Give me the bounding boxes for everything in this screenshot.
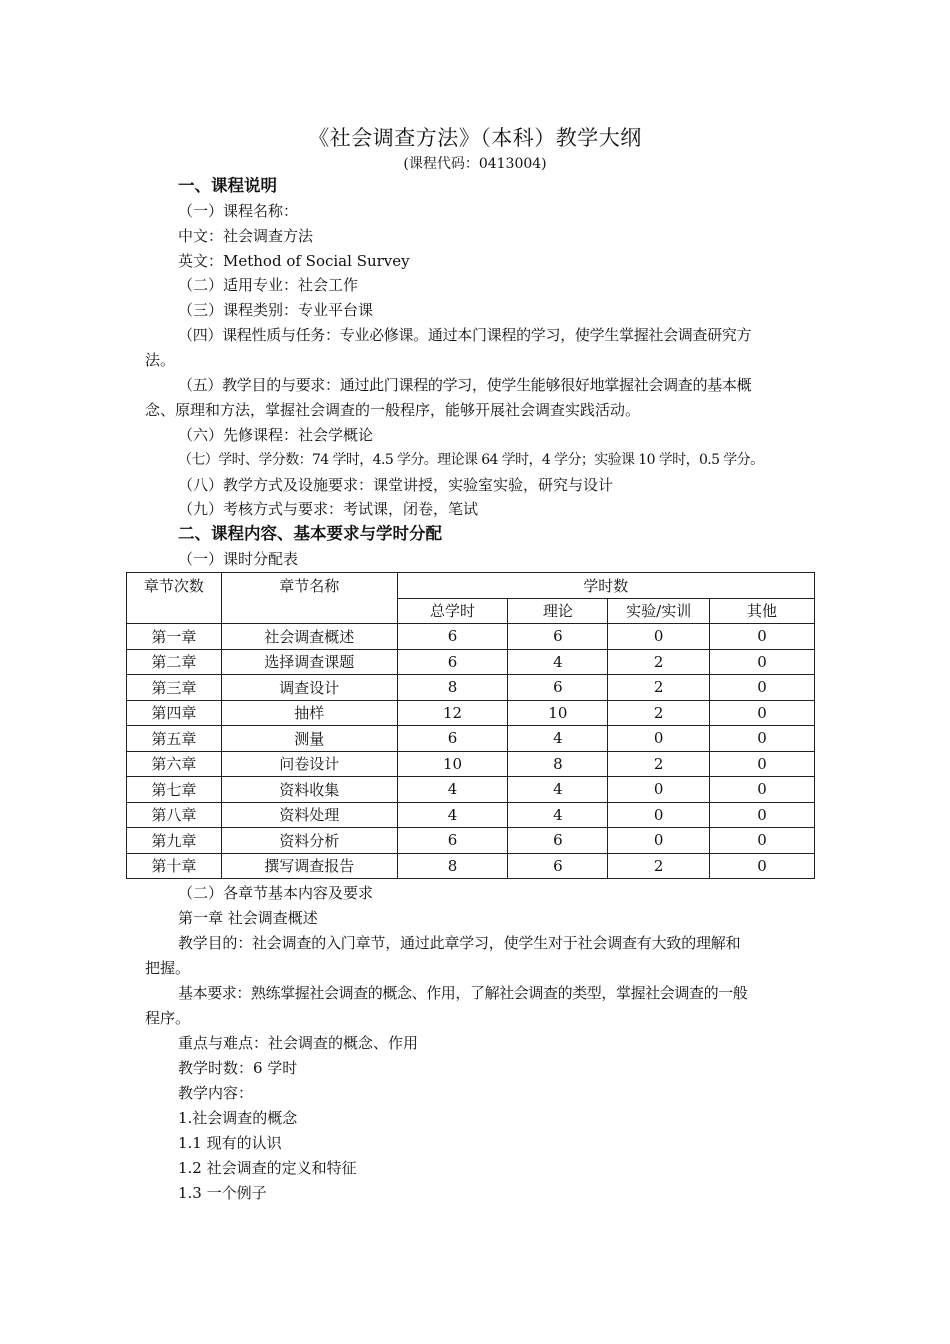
cell-chapter: 第八章 (127, 802, 222, 828)
cell-theory: 4 (508, 802, 608, 828)
cell-total: 4 (397, 777, 508, 803)
cell-total: 6 (397, 828, 508, 854)
table-row (127, 700, 815, 726)
chapter1-requirement-line2: 程序。 (145, 1009, 191, 1027)
teaching-method: （八）教学方式及设施要求：课堂讲授，实验室实验，研究与设计 (178, 476, 614, 494)
chapter1-hours: 教学时数：6 学时 (178, 1059, 298, 1077)
cell-chapter: 第五章 (127, 726, 222, 752)
cell-theory: 6 (508, 675, 608, 701)
course-category: （三）课程类别：专业平台课 (178, 301, 374, 319)
cell-lab: 0 (608, 802, 710, 828)
table-row (127, 777, 815, 803)
cell-name: 资料分析 (221, 828, 397, 854)
cell-total: 12 (397, 700, 508, 726)
cell-name: 测量 (221, 726, 397, 752)
table-row (127, 853, 815, 879)
chapter1-item: 1.2 社会调查的定义和特征 (178, 1159, 357, 1177)
credit-hours: （七）学时、学分数：74 学时，4.5 学分。理论课 64 学时，4 学分；实验课 10 学时，0.5 学分。 (178, 452, 764, 468)
cell-lab: 2 (608, 675, 710, 701)
document-title: 《社会调查方法》（本科）教学大纲 (308, 126, 642, 150)
table-row (127, 751, 815, 777)
cell-other: 0 (710, 853, 815, 879)
hour-table-label: （一）课时分配表 (178, 550, 299, 568)
cell-theory: 6 (508, 828, 608, 854)
course-goal-line2: 念、原理和方法，掌握社会调查的一般程序，能够开展社会调查实践活动。 (145, 401, 641, 419)
table-row (127, 624, 815, 650)
cell-theory: 4 (508, 649, 608, 675)
chapter1-item: 1.社会调查的概念 (178, 1109, 298, 1127)
cell-total: 8 (397, 853, 508, 879)
cell-total: 8 (397, 675, 508, 701)
cell-chapter: 第四章 (127, 700, 222, 726)
cell-other: 0 (710, 675, 815, 701)
course-nature-line2: 法。 (145, 351, 176, 369)
cell-theory: 10 (508, 700, 608, 726)
cell-total: 6 (397, 624, 508, 650)
section-heading-2: 二、课程内容、基本要求与学时分配 (178, 524, 442, 543)
chapter1-purpose-line1: 教学目的：社会调查的入门章节，通过此章学习，使学生对于社会调查有大致的理解和 (178, 934, 741, 952)
cell-name: 抽样 (221, 700, 397, 726)
cell-chapter: 第七章 (127, 777, 222, 803)
header-hours: 学时数 (397, 573, 814, 599)
cell-total: 6 (397, 649, 508, 675)
cell-lab: 2 (608, 853, 710, 879)
course-goal-line1: （五）教学目的与要求：通过此门课程的学习，使学生能够很好地掌握社会调查的基本概 (178, 376, 752, 394)
cell-name: 社会调查概述 (221, 624, 397, 650)
table-row (127, 802, 815, 828)
course-name-en: 英文：Method of Social Survey (178, 252, 410, 270)
cell-theory: 4 (508, 777, 608, 803)
cell-lab: 0 (608, 726, 710, 752)
course-code: (课程代码：0413004) (403, 156, 547, 172)
chapter-content-label: （二）各章节基本内容及要求 (178, 884, 374, 902)
cell-theory: 6 (508, 624, 608, 650)
cell-total: 10 (397, 751, 508, 777)
applicable-major: （二）适用专业：社会工作 (178, 276, 359, 294)
cell-chapter: 第三章 (127, 675, 222, 701)
assessment-method: （九）考核方式与要求：考试课，闭卷，笔试 (178, 500, 479, 518)
cell-other: 0 (710, 726, 815, 752)
cell-other: 0 (710, 777, 815, 803)
cell-lab: 2 (608, 751, 710, 777)
section-heading-1: 一、课程说明 (178, 176, 277, 195)
cell-other: 0 (710, 828, 815, 854)
header-lab: 实验/实训 (608, 598, 710, 624)
prerequisite-course: （六）先修课程：社会学概论 (178, 426, 374, 444)
cell-other: 0 (710, 649, 815, 675)
cell-theory: 6 (508, 853, 608, 879)
header-total-hours: 总学时 (397, 598, 508, 624)
header-other: 其他 (710, 598, 815, 624)
cell-name: 资料处理 (221, 802, 397, 828)
cell-other: 0 (710, 802, 815, 828)
header-chapter-name: 章节名称 (221, 573, 397, 624)
course-name-cn: 中文：社会调查方法 (178, 227, 314, 245)
table-row (127, 675, 815, 701)
chapter1-content-label: 教学内容： (178, 1084, 254, 1102)
cell-chapter: 第二章 (127, 649, 222, 675)
cell-name: 撰写调查报告 (221, 853, 397, 879)
cell-lab: 2 (608, 649, 710, 675)
cell-chapter: 第六章 (127, 751, 222, 777)
cell-theory: 4 (508, 726, 608, 752)
cell-name: 问卷设计 (221, 751, 397, 777)
chapter1-item: 1.1 现有的认识 (178, 1134, 282, 1152)
cell-theory: 8 (508, 751, 608, 777)
cell-other: 0 (710, 624, 815, 650)
chapter1-purpose-line2: 把握。 (145, 959, 191, 977)
chapter1-title: 第一章 社会调查概述 (178, 909, 318, 927)
cell-lab: 2 (608, 700, 710, 726)
table-row (127, 649, 815, 675)
cell-total: 6 (397, 726, 508, 752)
cell-total: 4 (397, 802, 508, 828)
header-chapter: 章节次数 (127, 573, 222, 624)
cell-lab: 0 (608, 624, 710, 650)
chapter1-key-points: 重点与难点：社会调查的概念、作用 (178, 1034, 419, 1052)
cell-chapter: 第九章 (127, 828, 222, 854)
cell-name: 选择调查课题 (221, 649, 397, 675)
cell-name: 资料收集 (221, 777, 397, 803)
cell-other: 0 (710, 700, 815, 726)
cell-other: 0 (710, 751, 815, 777)
header-theory: 理论 (508, 598, 608, 624)
cell-chapter: 第一章 (127, 624, 222, 650)
cell-name: 调查设计 (221, 675, 397, 701)
course-name-label: （一）课程名称： (178, 202, 299, 220)
course-nature-line1: （四）课程性质与任务：专业必修课。通过本门课程的学习，使学生掌握社会调查研究方 (178, 326, 752, 344)
chapter1-item: 1.3 一个例子 (178, 1184, 267, 1202)
chapter1-requirement-line1: 基本要求：熟练掌握社会调查的概念、作用，了解社会调查的类型，掌握社会调查的一般 (178, 984, 748, 1002)
table-header-row (127, 573, 815, 599)
table-row (127, 828, 815, 854)
table-row (127, 726, 815, 752)
cell-lab: 0 (608, 777, 710, 803)
hour-allocation-table (126, 572, 815, 879)
cell-lab: 0 (608, 828, 710, 854)
cell-chapter: 第十章 (127, 853, 222, 879)
